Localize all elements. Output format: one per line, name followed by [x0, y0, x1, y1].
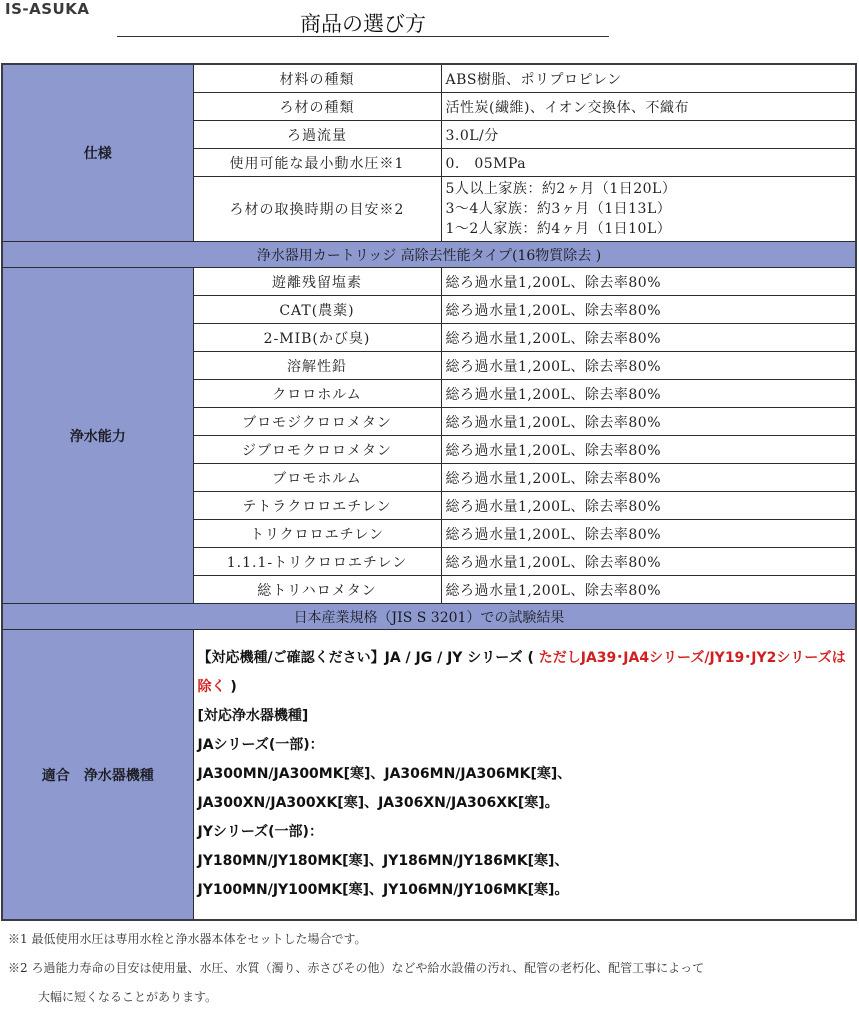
compat-intro — [198, 644, 852, 702]
compat-line: JA300XN/JA300XK[寒]、JA306XN/JA306XK[寒]。 — [197, 795, 559, 811]
compat-header: 適合 浄水器機種 — [2, 630, 193, 921]
compat-exclusion: ただしJA39･JA4シリーズ/JY19･JY2シリーズは除く — [197, 650, 846, 695]
substance-label: 1.1.1-トリクロロエチレン — [193, 548, 441, 576]
substance-label: テトラクロロエチレン — [193, 492, 441, 520]
substance-value: 総ろ過水量1,200L、除去率80% — [441, 576, 856, 604]
purification-header: 浄水能力 — [2, 268, 193, 604]
spec-value: ABS樹脂、ポリプロピレン — [441, 64, 856, 93]
spec-table — [1, 63, 857, 921]
compat-line: JY100MN/JY100MK[寒]、JY106MN/JY106MK[寒]。 — [197, 882, 569, 898]
substance-label: ブロモジクロロメタン — [193, 408, 441, 436]
substance-label: 総トリハロメタン — [193, 576, 441, 604]
substance-label: 溶解性鉛 — [193, 352, 441, 380]
replacement-line: 1〜2人家族：約4ヶ月（1日10L） — [445, 221, 672, 237]
substance-value: 総ろ過水量1,200L、除去率80% — [441, 352, 856, 380]
compat-line: JA300MN/JA300MK[寒]、JA306MN/JA306MK[寒]、 — [197, 766, 572, 782]
substance-label: ブロモホルム — [193, 464, 441, 492]
band-row — [2, 242, 856, 268]
compat-line: JAシリーズ(一部)： — [197, 737, 324, 753]
replacement-line: 5人以上家族：約2ヶ月（1日20L） — [445, 181, 677, 197]
brand-logo: IS-ASUKA — [5, 0, 90, 18]
spec-value: 0. 05MPa — [441, 149, 856, 177]
substance-label: トリクロロエチレン — [193, 520, 441, 548]
substance-value: 総ろ過水量1,200L、除去率80% — [441, 464, 856, 492]
substance-label: 遊離残留塩素 — [193, 268, 441, 296]
spec-header: 仕様 — [2, 64, 193, 242]
substance-value: 総ろ過水量1,200L、除去率80% — [441, 492, 856, 520]
footnote-1: ※1 最低使用水圧は専用水栓と浄水器本体をセットした場合です。 — [8, 932, 367, 946]
spec-label: 使用可能な最小動水圧※1 — [193, 149, 441, 177]
compat-line: JY180MN/JY180MK[寒]、JY186MN/JY186MK[寒]、 — [197, 853, 569, 869]
footnotes — [8, 925, 853, 1012]
spec-label: ろ材の取換時期の目安※2 — [193, 177, 441, 242]
compat-intro-text: 【対応機種/ご確認ください】JA / JG / JY シリーズ ( — [197, 650, 539, 666]
compat-row — [2, 630, 856, 921]
substance-value: 総ろ過水量1,200L、除去率80% — [441, 324, 856, 352]
table-row — [2, 64, 856, 93]
substance-value: 総ろ過水量1,200L、除去率80% — [441, 436, 856, 464]
substance-value: 総ろ過水量1,200L、除去率80% — [441, 380, 856, 408]
substance-label: ジブロモクロロメタン — [193, 436, 441, 464]
spec-label: 材料の種類 — [193, 64, 441, 93]
substance-value: 総ろ過水量1,200L、除去率80% — [441, 520, 856, 548]
spec-value-multi — [441, 177, 856, 242]
substance-value: 総ろ過水量1,200L、除去率80% — [441, 268, 856, 296]
substance-label: クロロホルム — [193, 380, 441, 408]
replacement-line: 3〜4人家族：約3ヶ月（1日13L） — [445, 201, 672, 217]
jis-band: 日本産業規格（JIS S 3201）での試験結果 — [2, 604, 856, 630]
substance-value: 総ろ過水量1,200L、除去率80% — [441, 548, 856, 576]
substance-value: 総ろ過水量1,200L、除去率80% — [441, 296, 856, 324]
table-row — [2, 268, 856, 296]
footnote-2: ※2 ろ過能力寿命の目安は使用量、水圧、水質（濁り、赤さびその他）などや給水設備の汚れ、配管の老朽化、配管工事によって — [8, 961, 705, 975]
substance-label: CAT(農薬) — [193, 296, 441, 324]
spec-label: ろ材の種類 — [193, 93, 441, 121]
spec-value: 3.0L/分 — [441, 121, 856, 149]
spec-label: ろ過流量 — [193, 121, 441, 149]
footnote-2-cont: 大幅に短くなることがあります。 — [38, 990, 218, 1004]
band-row — [2, 604, 856, 630]
compat-content — [193, 630, 856, 921]
spec-value: 活性炭(繊維)、イオン交換体、不織布 — [441, 93, 856, 121]
cartridge-band: 浄水器用カートリッジ 高除去性能タイプ(16物質除去 ) — [2, 242, 856, 268]
compat-intro-end: ) — [225, 679, 237, 695]
substance-label: 2-MIB(かび臭) — [193, 324, 441, 352]
substance-value: 総ろ過水量1,200L、除去率80% — [441, 408, 856, 436]
compat-line: JYシリーズ(一部)： — [197, 824, 323, 840]
compat-line: [対応浄水器機種] — [197, 708, 309, 724]
page-title: 商品の選び方 — [117, 8, 609, 37]
